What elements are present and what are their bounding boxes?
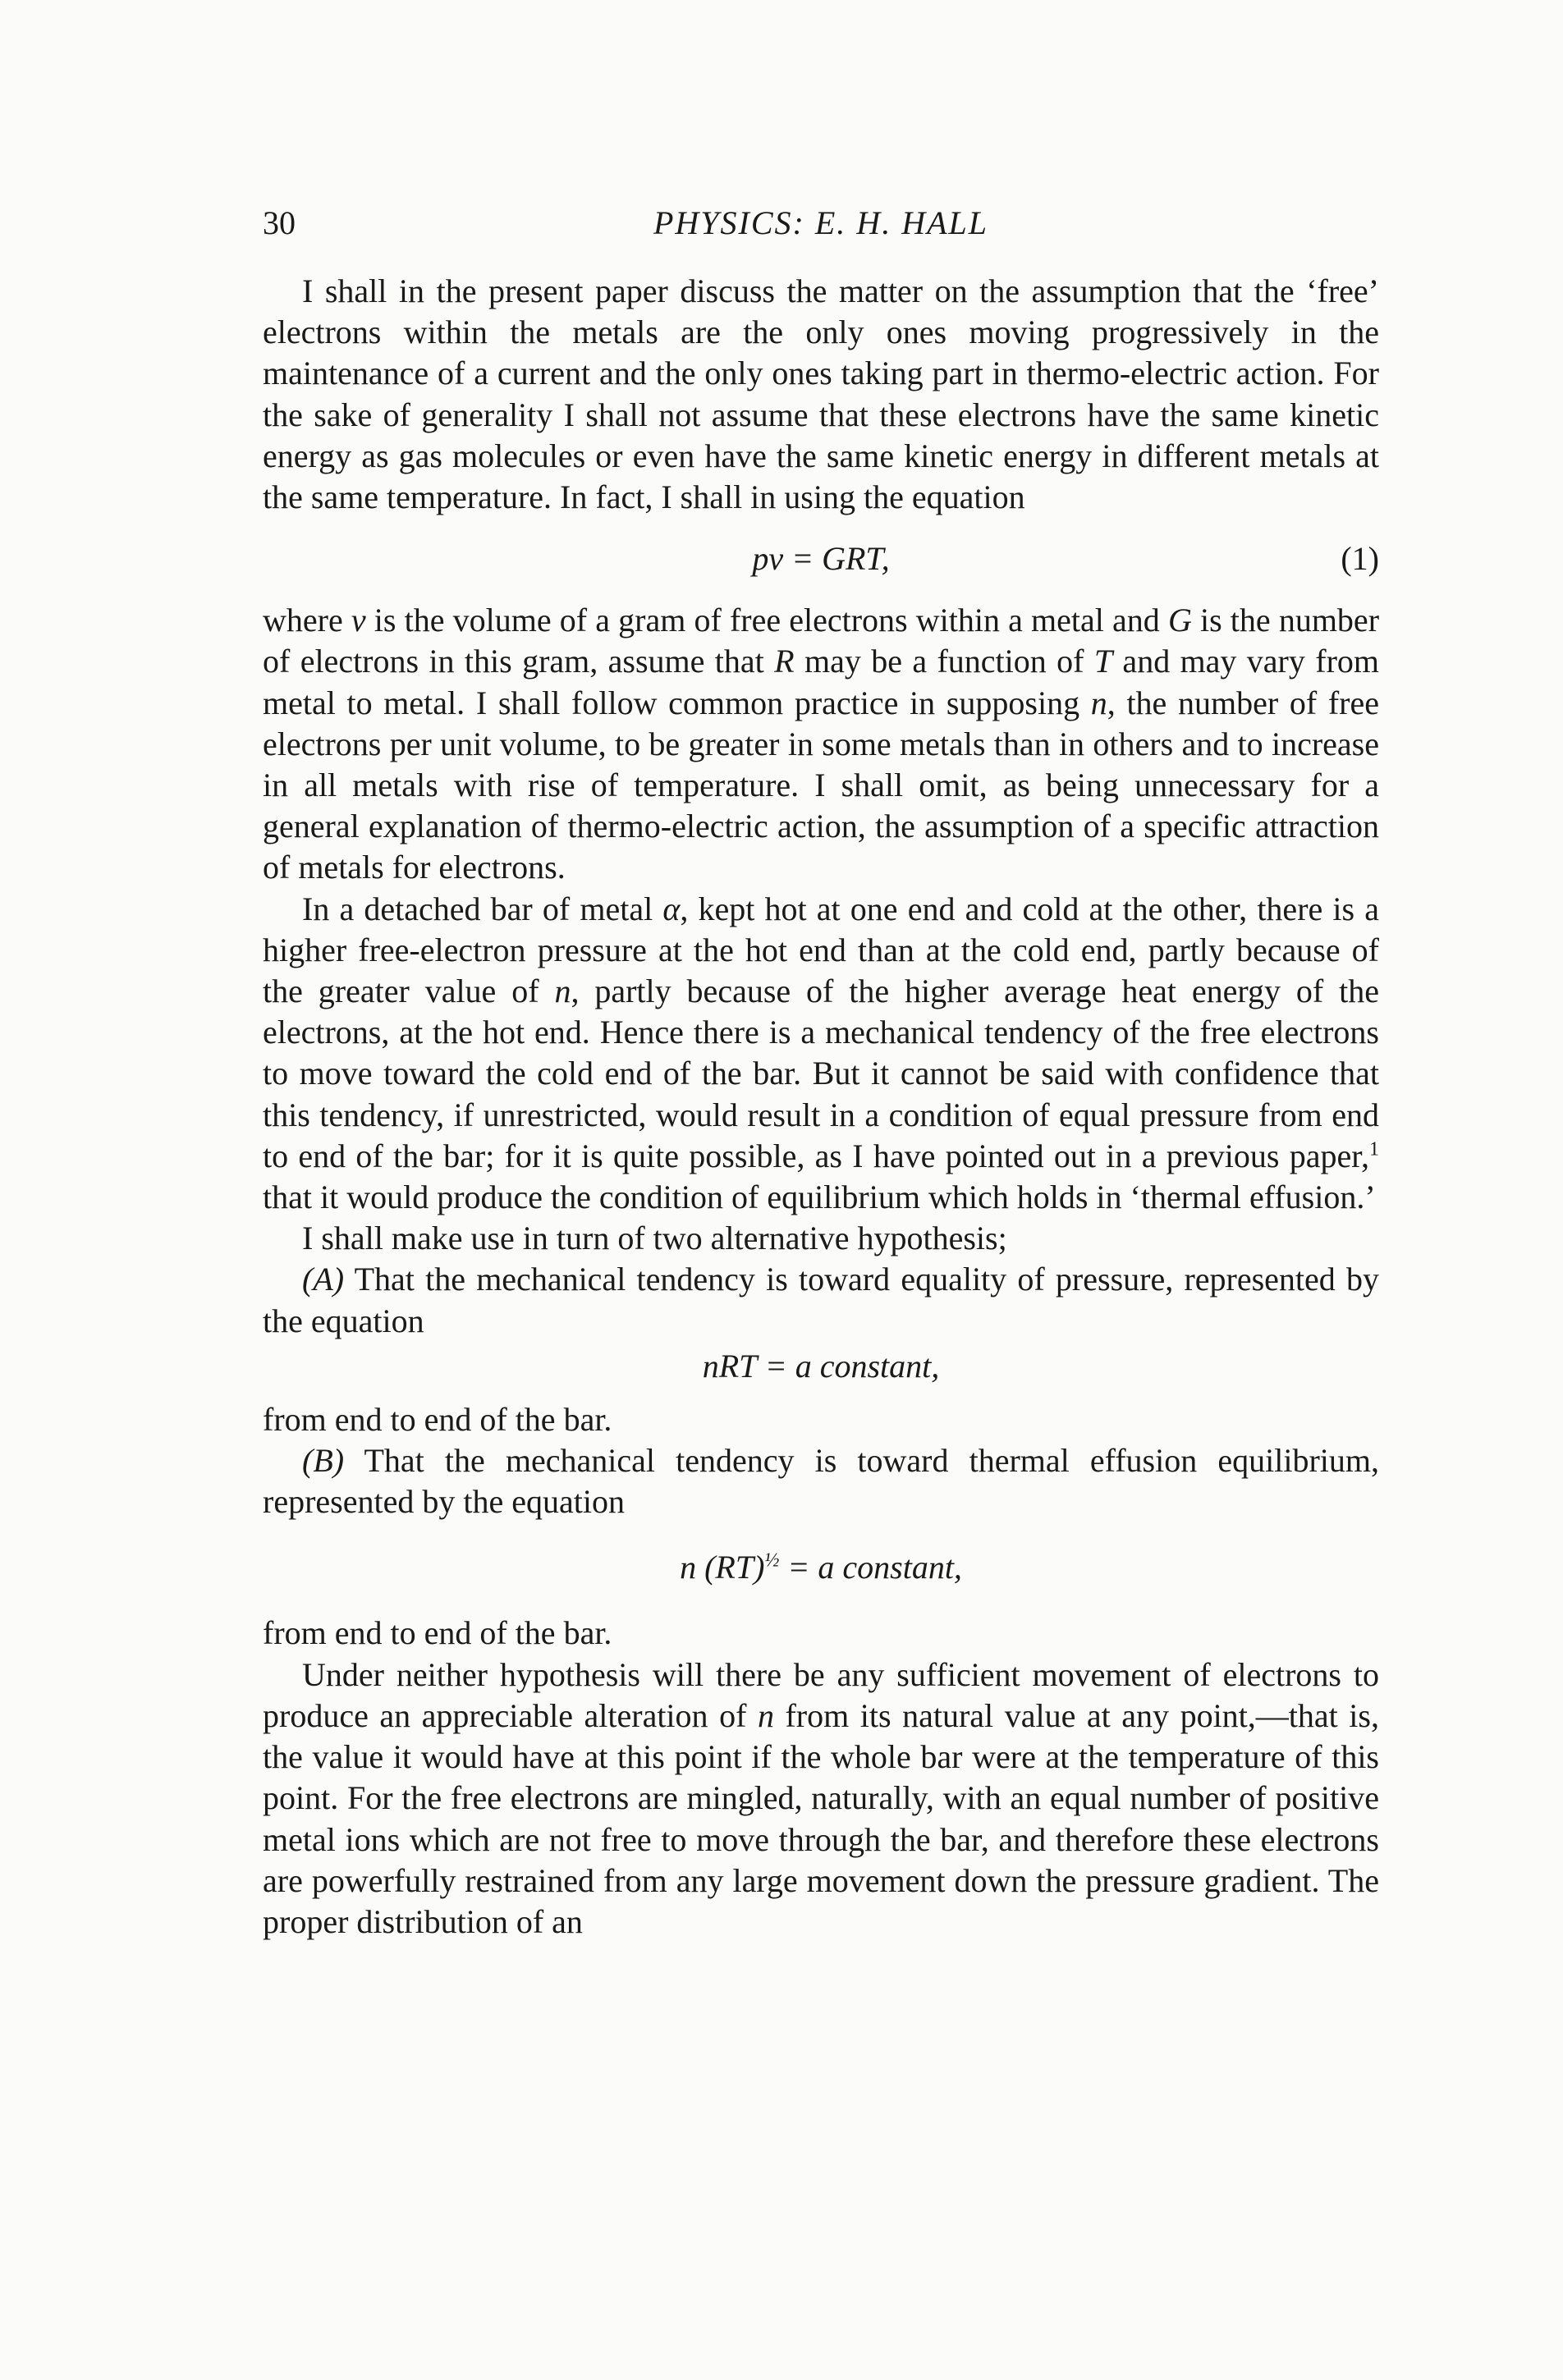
equation-1-expression: pv = GRT, (752, 540, 890, 578)
paragraph-4: I shall make use in turn of two alternative hypothesis; (302, 1220, 1007, 1257)
paragraph-after-b: from end to end of the bar. (263, 1614, 612, 1652)
paragraph-hypothesis-a: (A) That the mechanical tendency is toward equality of pressure, represented by the equation (263, 1261, 1379, 1339)
equation-1 (263, 518, 1379, 600)
hypothesis-b-label: (B) (302, 1442, 345, 1480)
hypothesis-a-label: (A) (302, 1261, 345, 1298)
paragraph-2: where v is the volume of a gram of free electrons within a metal and G is the number of electrons in this gram, assume that R may be a function of T and may vary from metal to metal. I shall follow common practice in supposing n, the number of free electrons per unit volume, to be greater in some metals than in others and to increase in all metals with rise of temperature. I shall omit, as being unnecessary for a general explanation of thermo-electric action, the assumption of a specific attraction of metals for electrons. (263, 602, 1380, 886)
page-header (263, 204, 1379, 253)
running-title: PHYSICS: E. H. HALL (653, 204, 989, 241)
equation-a: nRT = a constant, (702, 1347, 940, 1385)
paragraph-hypothesis-b: (B) That the mechanical tendency is toward thermal effusion equilibrium, represented by the equation (263, 1442, 1379, 1521)
paragraph-3: In a detached bar of metal α, kept hot at one end and cold at the other, there is a higher free-electron pressure at the hot end than at the cold end, partly because of the greater value of n, partly because of the higher average heat energy of the electrons, at the hot end. Hence there is a mechanical tendency of the free electrons to move toward the cold end of the bar. But it cannot be said with confidence that this tendency, if unrestricted, would result in a condition of equal pressure from end to end of the bar; for it is quite possible, as I have pointed out in a previous paper,$^1$ that it would produce the condition of equilibrium which holds in ‘thermal effusion.’ (263, 890, 1380, 1216)
body-text (263, 271, 1379, 1943)
footnote-marker: 1 (1369, 1138, 1379, 1160)
equation-1-number: (1) (1341, 540, 1379, 578)
equation-b: n (RT)$^{\frac{1}{2}}$ = a constant, (680, 1549, 962, 1586)
paragraph-9: Under neither hypothesis will there be any sufficient movement of electrons to produce an appreciable alteration of n from its natural value at any point,—that is, the value it would have at this point if the whole bar were at the temperature of this point. For the free electrons are mingled, naturally, with an equal number of positive metal ions which are not free to move through the bar, and therefore these electrons are powerfully restrained from any large movement down the pressure gradient. The proper distribution of an (263, 1655, 1379, 1940)
paragraph-1: I shall in the present paper discuss the matter on the assumption that the ‘free’ electrons within the metals are the only ones moving progressively in the maintenance of a current and the only ones taking part in thermo-electric action. For the sake of generality I shall not assume that these electrons have the same kinetic energy as gas molecules or even have the same kinetic energy in different metals at the same temperature. In fact, I shall in using the equation (263, 272, 1379, 516)
page-number: 30 (263, 204, 296, 241)
paragraph-after-a: from end to end of the bar. (263, 1400, 612, 1438)
